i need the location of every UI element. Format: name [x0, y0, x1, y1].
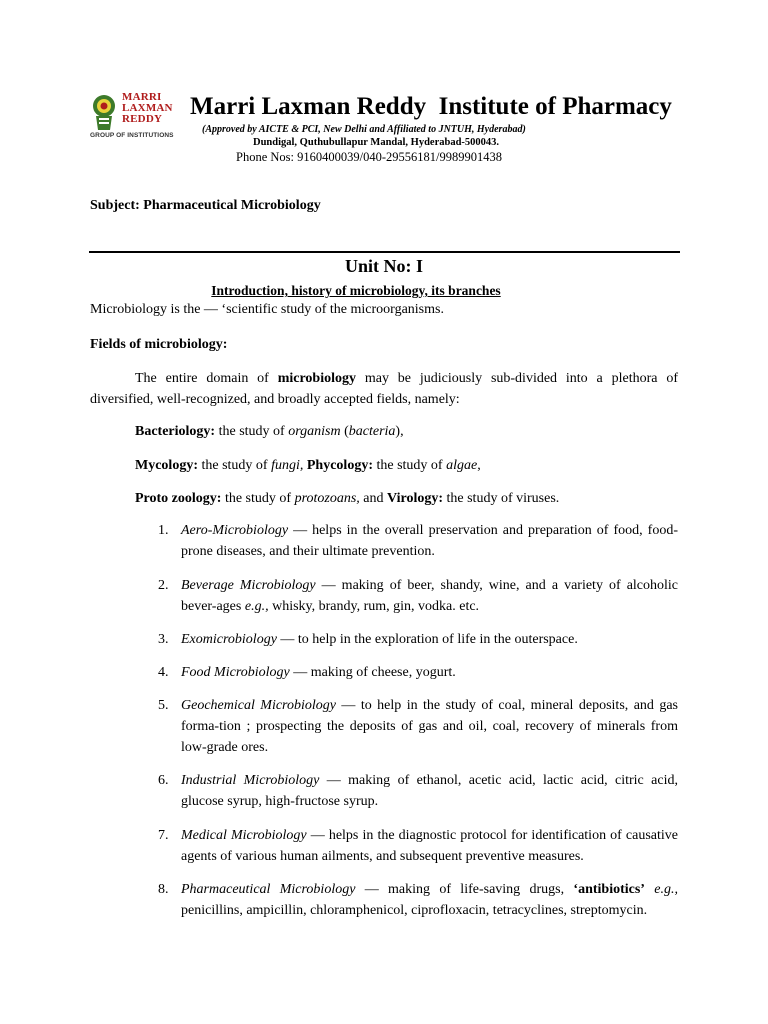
list-item-body: whisky, brandy, rum, gin, vodka. etc. — [268, 599, 480, 614]
branch-term: algae — [446, 458, 478, 473]
list-item-text — [181, 825, 678, 867]
list-number: 5. — [158, 698, 169, 713]
list-item-text — [181, 770, 678, 812]
list-item-bold: ‘antibiotics’ — [573, 882, 645, 897]
list-number: 4. — [158, 665, 169, 680]
list-item-body: — making of life-saving drugs, — [355, 882, 574, 897]
branch-text: the study of — [372, 458, 447, 473]
unit-title: Unit No: I — [344, 256, 423, 276]
domain-bold: microbiology — [277, 371, 356, 386]
logo-line: LAXMAN — [122, 102, 173, 114]
subject-line: Subject: Pharmaceutical Microbiology — [90, 198, 321, 213]
list-item-text — [181, 575, 678, 617]
branch-text: and — [359, 491, 387, 506]
list-item-eg: e.g., — [244, 599, 269, 614]
divider — [89, 251, 680, 253]
logo-wordmark — [122, 92, 173, 125]
list-item-text — [181, 520, 678, 562]
address-line: Dundigal, Quthubullapur Mandal, Hyderabad-500043. — [253, 137, 500, 148]
institute-name: Marri Laxman Reddy Institute of Pharmacy — [190, 93, 672, 120]
institution-logo — [90, 92, 178, 144]
phone-line: Phone Nos: 9160400039/040-29556181/9989901438 — [236, 150, 502, 164]
list-number: 3. — [158, 632, 169, 647]
section-heading: Introduction, history of microbiology, its branches — [211, 283, 501, 298]
branch-text: the study of — [197, 458, 272, 473]
protozoology-line — [135, 488, 559, 509]
branch-term: protozoans, — [294, 491, 360, 506]
list-item-eg: e.g., — [644, 882, 679, 897]
branch-text: ), — [395, 424, 404, 439]
logo-group-text: GROUP OF INSTITUTIONS — [90, 132, 174, 139]
domain-text: may be judiciously sub-divided into a plethora of diversified, well-recognized, and broadly accepted fields, namely: — [90, 371, 678, 407]
list-item-text — [181, 662, 678, 683]
bacteriology-line — [135, 421, 404, 442]
list-item-title: Medical Microbiology — [181, 828, 307, 843]
branch-label: Phycology: — [303, 458, 373, 473]
list-item-title: Aero-Microbiology — [181, 523, 289, 538]
branch-text: the study of viruses. — [443, 491, 560, 506]
branch-text: the study of — [215, 424, 289, 439]
list-item-body: — making of cheese, yogurt. — [289, 665, 456, 680]
list-item-title: Geochemical Microbiology — [181, 698, 336, 713]
domain-text: The entire domain of — [135, 371, 278, 386]
list-item-title: Industrial Microbiology — [181, 773, 320, 788]
list-item-title: Beverage Microbiology — [181, 578, 316, 593]
approval-line: (Approved by AICTE & PCI, New Delhi and Affiliated to JNTUH, Hyderabad) — [202, 124, 526, 135]
list-item-text — [181, 629, 678, 650]
list-item-body: penicillins, ampicillin, chloramphenicol, ciprofloxacin, tetracyclines, streptomycin. — [181, 903, 648, 918]
list-item-body: — to help in the study of coal, mineral deposits, and gas forma-tion ; prospecting the deposits of gas and oil, coal, recovery of minerals from low-grade ores. — [181, 698, 679, 755]
domain-paragraph — [90, 368, 678, 410]
list-item-title: Food Microbiology — [181, 665, 290, 680]
branch-label: Proto zoology: — [135, 491, 222, 506]
list-item-text — [181, 695, 678, 758]
list-number: 8. — [158, 882, 169, 897]
list-item-body: — making of beer, shandy, wine, and a variety of alcoholic bever-ages — [181, 578, 679, 614]
branch-term: organism — [288, 424, 341, 439]
logo-line: MARRI — [122, 91, 162, 103]
branch-term: fungi, — [271, 458, 304, 473]
list-item-title: Exomicrobiology — [181, 632, 277, 647]
list-number: 1. — [158, 523, 169, 538]
fields-heading: Fields of microbiology: — [90, 337, 228, 352]
list-item-title: Pharmaceutical Microbiology — [181, 882, 356, 897]
list-number: 2. — [158, 578, 169, 593]
branch-text: ( — [340, 424, 349, 439]
branch-label: Mycology: — [135, 458, 198, 473]
list-item-text — [181, 879, 678, 921]
list-item-body: — to help in the exploration of life in the outerspace. — [276, 632, 578, 647]
list-item-body: — helps in the overall preservation and preparation of food, food-prone diseases, and their ultimate prevention. — [181, 523, 678, 559]
branch-term: bacteria — [348, 424, 396, 439]
logo-line: REDDY — [122, 113, 163, 125]
branch-label: Bacteriology: — [135, 424, 216, 439]
list-number: 7. — [158, 828, 169, 843]
list-item-body: — helps in the diagnostic protocol for identification of causative agents of various human ailments, and subsequent preventive measures. — [181, 828, 678, 864]
definition-paragraph: Microbiology is the — ‘scientific study of the microorganisms. — [90, 302, 444, 317]
list-item-body: — making of ethanol, acetic acid, lactic acid, citric acid, glucose syrup, high-fructose syrup. — [181, 773, 678, 809]
branch-text: the study of — [221, 491, 295, 506]
branch-text: , — [477, 458, 481, 473]
mycology-line — [135, 455, 481, 476]
branch-label: Virology: — [387, 491, 443, 506]
logo-emblem-icon — [90, 92, 124, 134]
list-number: 6. — [158, 773, 169, 788]
